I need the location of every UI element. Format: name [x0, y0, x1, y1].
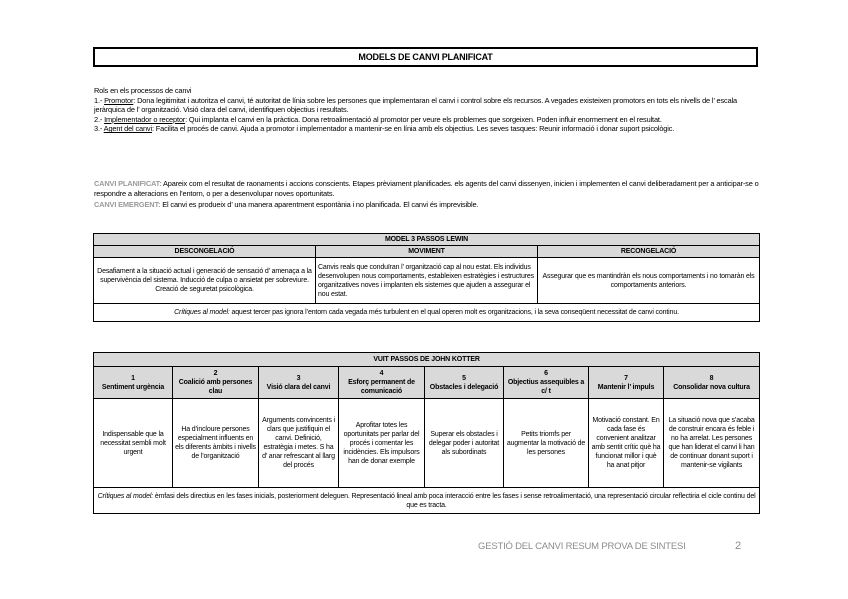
- kotter-step-number: 7: [624, 374, 628, 382]
- kotter-step-header: [589, 367, 664, 399]
- def-emergent: [94, 200, 764, 210]
- kotter-step-number: 4: [379, 370, 384, 377]
- footer-text: GESTIÓ DEL CANVI RESUM PROVA DE SINTESI: [478, 541, 686, 552]
- role-implementador: [94, 115, 764, 125]
- def-term: CANVI PLANIFICAT:: [94, 179, 162, 188]
- kotter-step-desc: Superar els obstacles i delegar poder i autoritat als subordinats: [425, 399, 504, 488]
- role-term: Promotor: [104, 95, 134, 105]
- kotter-step-desc: Motivació constant. En cada fase és convenient analitzar amb sentit crític què ha funcionat millor i què ha anat pitjor: [589, 399, 664, 488]
- critique-label: Crítiques al model:: [174, 309, 230, 316]
- definitions-section: [94, 179, 764, 210]
- kotter-step-desc: Petits triomfs per augmentar la motivació de les persones: [504, 399, 589, 488]
- role-text: : Qui implanta el canvi en la pràctica. Dona retroalimentació al promotor per veure els problemes que sorgeixen. Poden influir enormement en el resultat.: [185, 114, 662, 124]
- kotter-step-header: [504, 367, 589, 399]
- kotter-step-desc: Ha d’incloure persones especialment influents en els diferents àmbits i nivells de l’organització: [173, 399, 259, 488]
- kotter-step-header: [173, 367, 259, 399]
- kotter-step-number: 5: [462, 374, 466, 382]
- kotter-step-header: [339, 367, 425, 399]
- lewin-cell: Assegurar que es mantindràn els nous comportaments i no tornaràn els comportaments anteriors.: [538, 258, 760, 304]
- role-term: Implementador o receptor: [104, 114, 186, 124]
- kotter-step-name: Objectius assequibles a c/ t: [507, 379, 585, 395]
- critique-label: Crítiques al model:: [97, 492, 154, 500]
- lewin-cell: Canvis reals que conduïran l’ organització cap al nou estat. Els individus desenvolupen nous comportaments, estableixen estratègies i estructures organitzatives noves i implanten els sistemes que ajuden a assegurar el nou estat.: [316, 258, 538, 304]
- lewin-critique: [94, 304, 760, 322]
- kotter-step-name: Coalició amb persones clau: [178, 379, 253, 395]
- def-text: Apareix com el resultat de raonaments i accions conscients. Etapes prèviament planificades. els agents del canvi dissenyen, inicien i implementen el canvi deliberadament per a anticipar-se o respondre a alteracions en l’entorn, o per a desenvolupar noves oportunitats.: [94, 179, 759, 199]
- role-text: : Facilita el procés de canvi. Ajuda a promotor i implementador a mantenir-se en línia amb els objectius. Les seves tasques: Reunir informació i donar suport psicològic.: [151, 124, 675, 134]
- critique-text: èmfasi dels directius en les fases inicials, posteriorment deleguen. Representació lineal amb poca interacció entre les fases i sense retroalimentació, una representació circular reflectiria el cicle continu del que es tracta.: [153, 492, 756, 509]
- role-text: : Dona legitimitat i autoritza el canvi, té autoritat de línia sobre les persones que implementaran el canvi i control sobre els recursos. A vegades existeixen promotors en tots els nivells de l’ escala jeràrquica de l’ organització. Visió clara del canvi, identifiquen objectius i resultats.: [94, 95, 738, 115]
- role-term: Agent del canvi: [103, 124, 152, 134]
- kotter-step-number: 1: [131, 374, 135, 382]
- kotter-critique: [94, 488, 760, 514]
- page-number: 2: [735, 540, 742, 552]
- role-agent: [94, 124, 764, 134]
- lewin-col-header: RECONGELACIÓ: [538, 246, 760, 258]
- kotter-step-desc: La situació nova que s’acaba de construir encara és feble i no ha arrelat. Les persones que han liderat el canvi li han de continuar donant suport i mantenir-se vigilants: [664, 399, 760, 488]
- lewin-col-header: MOVIMENT: [316, 246, 538, 258]
- lewin-title: MODEL 3 PASSOS LEWIN: [94, 234, 760, 246]
- def-term: CANVI EMERGENT:: [94, 199, 161, 209]
- kotter-step-header: [664, 367, 760, 399]
- role-prefix: 2.-: [94, 114, 105, 124]
- kotter-step-header: [94, 367, 173, 399]
- def-text: El canvi es produeix d’ una manera aparentment espontània i no planificada. El canvi és imprevisible.: [160, 199, 479, 209]
- kotter-step-header: [425, 367, 504, 399]
- role-prefix: 3.-: [94, 124, 104, 134]
- roles-section: [94, 86, 764, 134]
- kotter-step-name: Consolidar nova cultura: [673, 383, 750, 391]
- kotter-step-name: Esforç permanent de comunicació: [348, 379, 415, 395]
- roles-heading: Rols en els processos de canvi: [94, 86, 192, 95]
- kotter-step-number: 8: [709, 374, 714, 382]
- kotter-table: [93, 352, 760, 514]
- critique-text: aquest tercer pas ignora l’entorn cada vegada més turbulent en el qual operen molt es organitzacions, i la seva conseqüent necessitat de canvi continu.: [229, 309, 679, 316]
- lewin-table: [93, 233, 760, 322]
- kotter-step-number: 6: [544, 370, 548, 377]
- lewin-col-header: DESCONGELACIÓ: [94, 246, 316, 258]
- kotter-step-name: Mantenir l’ impuls: [597, 383, 655, 391]
- page-title: MODELS DE CANVI PLANIFICAT: [93, 47, 758, 67]
- kotter-step-number: 3: [296, 374, 301, 382]
- def-planned: [94, 179, 764, 200]
- kotter-step-header: [259, 367, 339, 399]
- kotter-step-desc: Aprofitar totes les oportunitats per parlar del procés i comentar les incidències. Els impulsors han de donar exemple: [339, 399, 425, 488]
- kotter-step-desc: Arguments convincents i clars que justifiquin el canvi. Definició, estratègia i metes. S ha d’ anar refrescant al llarg del procés: [259, 399, 339, 488]
- kotter-step-name: Visió clara del canvi: [266, 383, 331, 391]
- role-prefix: 1.-: [94, 95, 105, 105]
- kotter-step-name: Obstacles i delegació: [429, 383, 499, 391]
- kotter-step-desc: Indispensable que la necessitat sembli molt urgent: [94, 399, 173, 488]
- lewin-cell: Desafiament a la situació actual i generació de sensació d’ amenaça a la supervivència del sistema. Inducció de culpa o ansietat per sobreviure. Creació de seguretat psicològica.: [94, 258, 316, 304]
- kotter-step-number: 2: [213, 370, 218, 377]
- kotter-title: VUIT PASSOS DE JOHN KOTTER: [94, 353, 760, 367]
- kotter-step-name: Sentiment urgència: [101, 383, 165, 391]
- role-promotor: [94, 96, 764, 115]
